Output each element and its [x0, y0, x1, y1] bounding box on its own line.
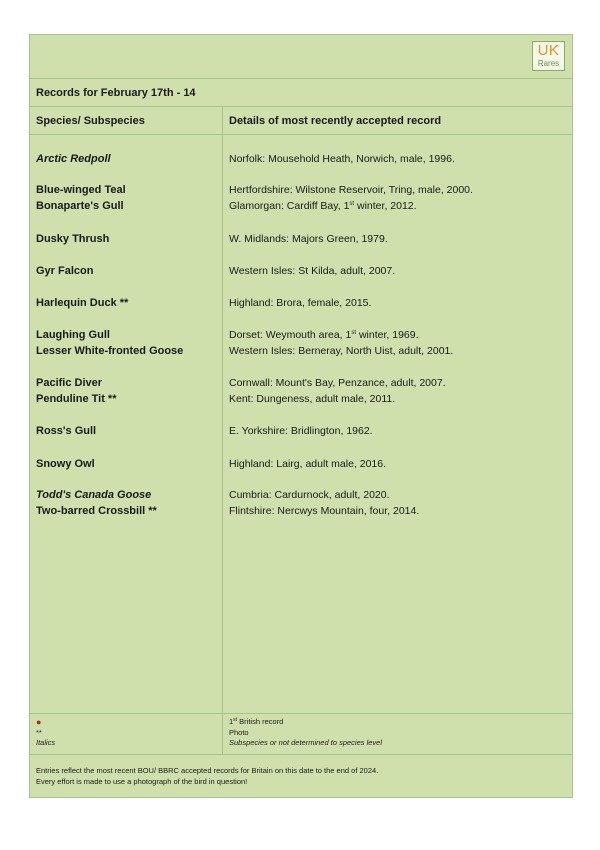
- footer-line-2: Every effort is made to use a photograph of the bird in question!: [36, 777, 248, 786]
- first-record-meaning: [229, 717, 283, 727]
- uk-rares-logo[interactable]: [532, 41, 565, 71]
- record-detail: Western Isles: St Kilda, adult, 2007.: [229, 265, 396, 277]
- record-detail: Highland: Brora, female, 2015.: [229, 297, 372, 309]
- record-detail: Highland: Lairg, adult male, 2016.: [229, 458, 387, 470]
- record-detail: Kent: Dungeness, adult male, 2011.: [229, 393, 396, 405]
- species-arctic-redpoll: Arctic Redpoll: [36, 153, 111, 165]
- detail-text: winter, 2012.: [354, 200, 417, 212]
- page-title: Records for February 17th - 14: [36, 87, 196, 99]
- species-rosss-gull: Ross's Gull: [36, 425, 97, 437]
- ordinal-suffix: st: [349, 201, 355, 207]
- record-detail: W. Midlands: Majors Green, 1979.: [229, 233, 388, 245]
- record-detail: Hertfordshire: Wilstone Reservoir, Tring, male, 2000.: [229, 184, 473, 196]
- records-list: [30, 135, 572, 713]
- species-lesser-white-fronted-goose: Lesser White-fronted Goose: [36, 345, 184, 357]
- key-text: 1: [229, 717, 234, 726]
- species-dusky-thrush: Dusky Thrush: [36, 233, 110, 245]
- species-two-barred-crossbill: Two-barred Crossbill **: [36, 505, 157, 517]
- record-detail: Cornwall: Mount's Bay, Penzance, adult, 2007.: [229, 377, 446, 389]
- record-detail: Cumbria: Cardurnock, adult, 2020.: [229, 489, 390, 501]
- ordinal-suffix: st: [351, 330, 357, 336]
- species-bonapartes-gull: Bonaparte's Gull: [36, 200, 124, 212]
- species-blue-winged-teal: Blue-winged Teal: [36, 184, 126, 196]
- species-column-header: Species/ Subspecies: [36, 115, 145, 127]
- logo-text-uk: UK: [537, 42, 560, 59]
- first-record-dot-icon: ●: [36, 717, 42, 727]
- column-header-row: [30, 107, 572, 135]
- photo-meaning: Photo: [229, 728, 249, 737]
- footer-line-1: Entries reflect the most recent BOU/ BBRC accepted records for Britain on this date to the end of 2024.: [36, 766, 379, 775]
- ordinal-suffix: st: [233, 717, 238, 723]
- species-todds-canada-goose: Todd's Canada Goose: [36, 489, 152, 501]
- record-detail: [229, 199, 417, 213]
- logo-text-rares: Rares: [537, 59, 560, 68]
- key-text: British record: [237, 717, 284, 726]
- species-laughing-gull: Laughing Gull: [36, 329, 110, 341]
- detail-text: winter, 1969.: [356, 329, 419, 341]
- details-column-header: Details of most recently accepted record: [229, 115, 442, 127]
- legend-key: [30, 713, 572, 755]
- photo-symbol: **: [36, 728, 42, 737]
- detail-text: Dorset: Weymouth area, 1: [229, 329, 352, 341]
- species-harlequin-duck: Harlequin Duck **: [36, 297, 129, 309]
- record-detail: [229, 328, 419, 342]
- title-row: [30, 79, 572, 107]
- records-sheet: [29, 34, 573, 798]
- species-snowy-owl: Snowy Owl: [36, 458, 95, 470]
- italics-symbol: Italics: [36, 738, 56, 747]
- species-gyr-falcon: Gyr Falcon: [36, 265, 94, 277]
- footer-note: [36, 765, 378, 787]
- record-detail: E. Yorkshire: Bridlington, 1962.: [229, 425, 373, 437]
- species-penduline-tit: Penduline Tit **: [36, 393, 117, 405]
- record-detail: Norfolk: Mousehold Heath, Norwich, male, 1996.: [229, 153, 455, 165]
- record-detail: Flintshire: Nercwys Mountain, four, 2014.: [229, 505, 420, 517]
- detail-text: Glamorgan: Cardiff Bay, 1: [229, 200, 350, 212]
- species-pacific-diver: Pacific Diver: [36, 377, 103, 389]
- logo-header: [30, 35, 572, 79]
- italics-meaning: Subspecies or not determined to species level: [229, 738, 383, 747]
- record-detail: Western Isles: Berneray, North Uist, adult, 2001.: [229, 345, 454, 357]
